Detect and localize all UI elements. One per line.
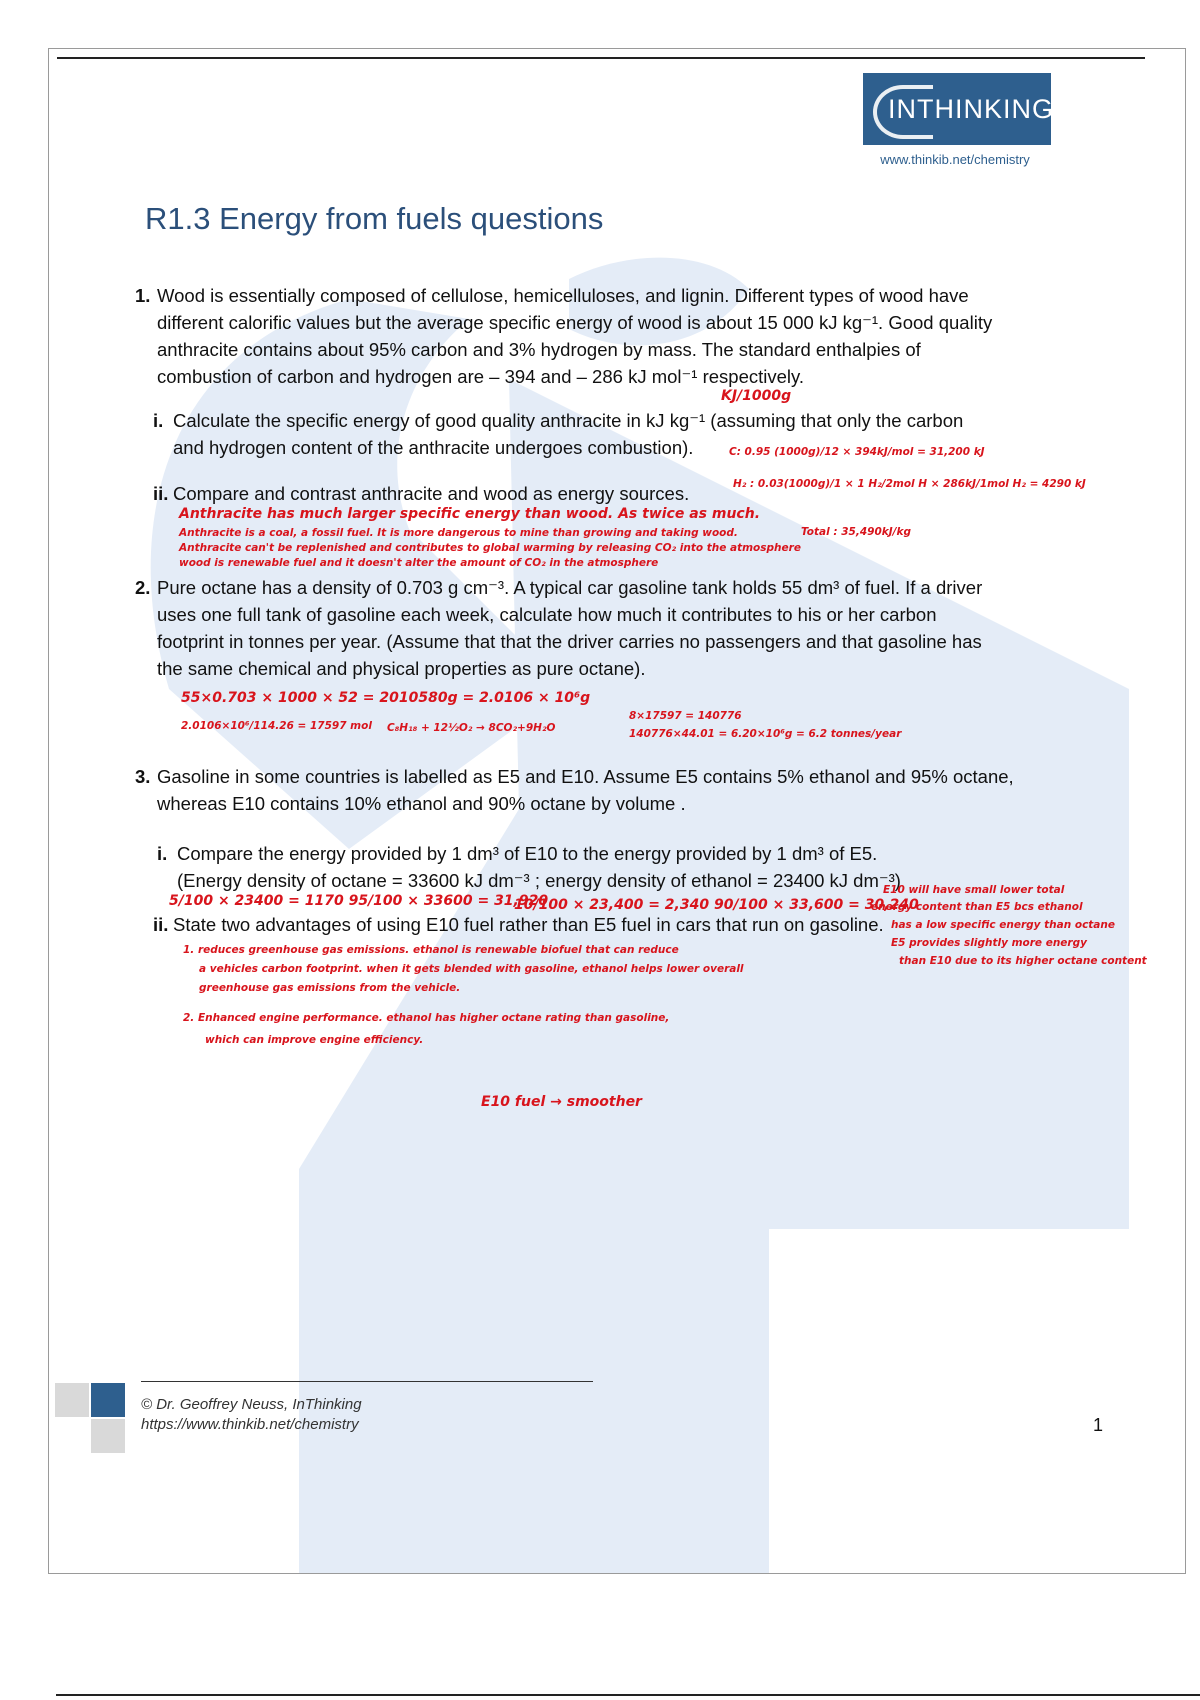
q1-text-line3: anthracite contains about 95% carbon and 3% hydrogen by mass. The standard enthalpies of <box>157 339 921 360</box>
q3ii-text: State two advantages of using E10 fuel rather than E5 fuel in cars that run on gasoline. <box>173 914 884 935</box>
handwriting-q1ii-line4: wood is renewable fuel and it doesn't alter the amount of CO₂ in the atmosphere <box>179 557 659 569</box>
page-title: R1.3 Energy from fuels questions <box>145 201 604 236</box>
q3ii-number: ii. <box>153 914 169 935</box>
q1i-text-line1: Calculate the specific energy of good quality anthracite in kJ kg⁻¹ (assuming that only the carbon <box>173 410 964 431</box>
footer-square-grey-2 <box>91 1419 125 1453</box>
footer-author: © Dr. Geoffrey Neuss, InThinking <box>141 1396 362 1413</box>
handwriting-e10-smoother: E10 fuel → smoother <box>481 1094 642 1110</box>
handwriting-q3-compare-4: E5 provides slightly more energy <box>891 937 1087 949</box>
handwriting-q3-compare-1: E10 will have small lower total <box>883 884 1065 896</box>
handwriting-advantage1-line3: greenhouse gas emissions from the vehicle. <box>199 982 461 994</box>
q3-text-line2: whereas E10 contains 10% ethanol and 90% octane by volume . <box>157 793 686 814</box>
q3i-text-line2: (Energy density of octane = 33600 kJ dm⁻³ ; energy density of ethanol = 23400 kJ dm⁻³) <box>177 870 901 891</box>
q3-text-line1: Gasoline in some countries is labelled as E5 and E10. Assume E5 contains 5% ethanol and 95% octane, <box>157 766 1014 787</box>
q2-text-line4: the same chemical and physical properties as pure octane). <box>157 658 646 679</box>
handwriting-q2-answer: 140776×44.01 = 6.20×10⁶g = 6.2 tonnes/year <box>629 728 902 740</box>
q1-text-line4: combustion of carbon and hydrogen are – 394 and – 286 kJ mol⁻¹ respectively. <box>157 366 805 387</box>
handwriting-q2-moles: 2.0106×10⁶/114.26 = 17597 mol <box>181 720 372 732</box>
handwriting-units-note: KJ/1000g <box>721 388 792 404</box>
handwriting-q3-e5-calc: 5/100 × 23400 = 1170 95/100 × 33600 = 31,920 <box>169 893 549 909</box>
q3-number: 3. <box>135 766 151 787</box>
handwriting-hydrogen-calc: H₂ : 0.03(1000g)/1 × 1 H₂/2mol H × 286kJ/1mol H₂ = 4290 kJ <box>733 478 1086 490</box>
handwriting-q2-line1: 55×0.703 × 1000 × 52 = 2010580g = 2.0106 × 10⁶g <box>181 690 591 706</box>
footer-square-grey-1 <box>55 1383 89 1417</box>
handwriting-advantage2-line2: which can improve engine efficiency. <box>205 1034 424 1046</box>
logo-text: INTHINKING <box>887 93 1054 124</box>
handwriting-q1ii-line1: Anthracite has much larger specific energy than wood. As twice as much. <box>179 506 761 522</box>
q1ii-text: Compare and contrast anthracite and wood as energy sources. <box>173 483 690 504</box>
handwriting-advantage2-line1: 2. Enhanced engine performance. ethanol has higher octane rating than gasoline, <box>183 1012 670 1024</box>
footer-rule <box>141 1381 593 1382</box>
q2-text-line3: footprint in tonnes per year. (Assume that that the driver carries no passengers and that gasoline has <box>157 631 982 652</box>
q2-text-line2: uses one full tank of gasoline each week, calculate how much it contributes to his or her carbon <box>157 604 937 625</box>
handwriting-q2-equation: C₈H₁₈ + 12½O₂ → 8CO₂+9H₂O <box>387 722 556 734</box>
handwriting-q3-compare-2: energy content than E5 bcs ethanol <box>871 901 1083 913</box>
q1i-text-line2: and hydrogen content of the anthracite undergoes combustion). <box>173 437 694 458</box>
page-number: 1 <box>1093 1415 1104 1435</box>
handwriting-q3-compare-5: than E10 due to its higher octane content <box>899 955 1147 967</box>
logo-url: www.thinkib.net/chemistry <box>880 152 1030 167</box>
handwriting-carbon-calc: C: 0.95 (1000g)/12 × 394kJ/mol = 31,200 kJ <box>729 446 985 458</box>
q1-text-line1: Wood is essentially composed of cellulose, hemicelluloses, and lignin. Different types of wood have <box>157 285 969 306</box>
handwriting-q2-co2-moles: 8×17597 = 140776 <box>629 710 742 722</box>
handwriting-q1ii-line2: Anthracite is a coal, a fossil fuel. It is more dangerous to mine than growing and taking wood. <box>179 527 738 539</box>
q2-number: 2. <box>135 577 151 598</box>
bottom-rule <box>56 1694 1200 1696</box>
handwriting-q3-e10-calc: 10/100 × 23,400 = 2,340 90/100 × 33,600 = 30,240 <box>514 897 919 913</box>
q1i-number: i. <box>153 410 164 431</box>
handwriting-q1ii-line3: Anthracite can't be replenished and contributes to global warming by releasing CO₂ into the atmosphere <box>179 542 801 554</box>
inthinking-logo <box>863 73 1054 145</box>
handwriting-total: Total : 35,490kJ/kg <box>801 526 911 538</box>
document-page <box>48 48 1186 1574</box>
q3i-number: i. <box>157 843 168 864</box>
q1-number: 1. <box>135 285 151 306</box>
footer-square-blue <box>91 1383 125 1417</box>
q3i-text-line1: Compare the energy provided by 1 dm³ of E10 to the energy provided by 1 dm³ of E5. <box>177 843 878 864</box>
q1ii-number: ii. <box>153 483 169 504</box>
handwriting-q3-compare-3: has a low specific energy than octane <box>891 919 1115 931</box>
handwriting-advantage1-line1: 1. reduces greenhouse gas emissions. ethanol is renewable biofuel that can reduce <box>183 944 679 956</box>
top-rule <box>57 57 1145 59</box>
handwriting-advantage1-line2: a vehicles carbon footprint. when it gets blended with gasoline, ethanol helps lower overall <box>199 963 744 975</box>
q2-text-line1: Pure octane has a density of 0.703 g cm⁻³. A typical car gasoline tank holds 55 dm³ of fuel. If a driver <box>157 577 983 598</box>
q1-text-line2: different calorific values but the average specific energy of wood is about 15 000 kJ kg⁻¹. Good quality <box>157 312 993 333</box>
footer-url: https://www.thinkib.net/chemistry <box>141 1416 359 1433</box>
